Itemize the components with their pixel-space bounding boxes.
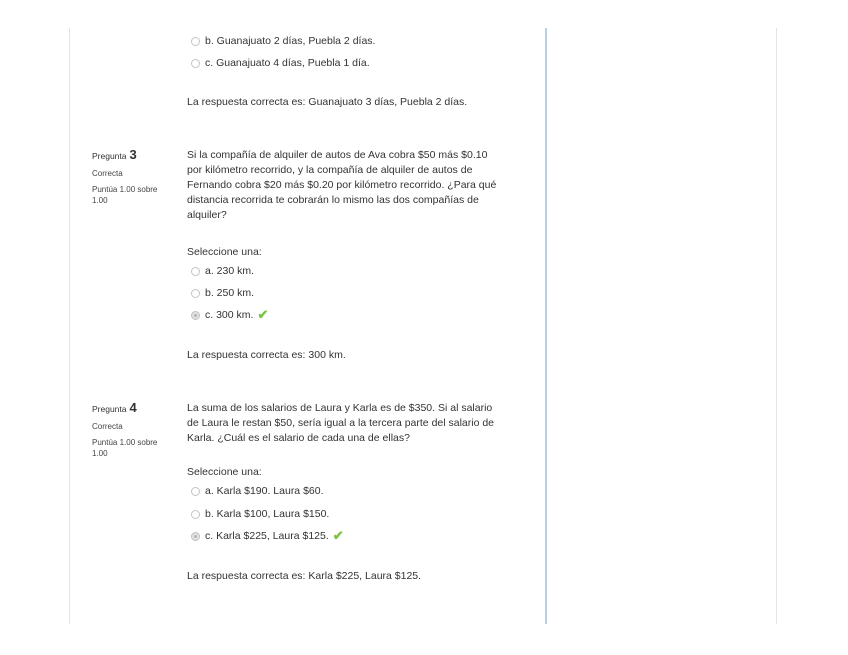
q3-option-c-label: c. 300 km. [205,309,254,321]
q4-option-b[interactable] [191,507,329,521]
q2-correct-answer: La respuesta correcta es: Guanajuato 3 días, Puebla 2 días. [187,96,468,108]
column-divider [545,28,547,624]
q3-option-b-label: b. 250 km. [205,287,255,299]
q3-info [92,146,170,206]
q4-correct-answer: La respuesta correcta es: Karla $225, Laura $125. [187,570,422,582]
q4-text-line: La suma de los salarios de Laura y Karla es de $350. Si al salario [187,402,493,414]
q3-text-line: por kilómetro recorrido, y la compañía de alquiler de autos de [187,164,473,176]
q3-correct-answer: La respuesta correcta es: 300 km. [187,349,346,361]
q3-status: Correcta [92,169,123,178]
q3-number: 3 [129,147,137,162]
q4-text-line: de Laura le restan $50, sería igual a la tercera parte del salario de [187,417,495,429]
check-icon: ✔ [257,307,269,322]
radio-button[interactable] [191,267,200,276]
radio-button[interactable] [191,59,200,68]
q4-status: Correcta [92,422,123,431]
radio-button-selected[interactable] [191,532,200,541]
radio-button[interactable] [191,487,200,496]
content-right-border [776,28,777,624]
q4-label: Pregunta [92,404,127,414]
q2-option-b[interactable] [191,34,375,48]
q4-score: Puntúa 1.00 sobre 1.00 [92,438,158,458]
q4-option-c[interactable] [191,529,344,543]
radio-button[interactable] [191,510,200,519]
q3-text-line: Fernando cobra $20 más $0.20 por kilómetro recorrido. ¿Para qué [187,179,497,191]
q4-info [92,399,170,459]
q3-label: Pregunta [92,151,127,161]
radio-button[interactable] [191,289,200,298]
q3-heading [92,146,170,164]
q3-text-line: Si la compañía de alquiler de autos de Ava cobra $50 más $0.10 [187,149,488,161]
q2-option-c-label: c. Guanajuato 4 días, Puebla 1 día. [205,57,370,69]
q3-question-text [187,148,532,223]
q2-option-c[interactable] [191,56,370,70]
q3-option-c[interactable] [191,308,268,322]
q4-option-a[interactable] [191,484,324,498]
q4-option-c-label: c. Karla $225, Laura $125. [205,530,329,542]
q3-option-a-label: a. 230 km. [205,265,255,277]
q4-prompt: Seleccione una: [187,466,262,478]
content-left-border [69,28,70,624]
check-icon: ✔ [332,528,344,543]
q4-heading [92,399,170,417]
q4-option-a-label: a. Karla $190. Laura $60. [205,485,324,497]
radio-button[interactable] [191,37,200,46]
q3-score: Puntúa 1.00 sobre 1.00 [92,185,158,205]
q4-option-b-label: b. Karla $100, Laura $150. [205,508,330,520]
q3-prompt: Seleccione una: [187,246,262,258]
q4-text-line: Karla. ¿Cuál es el salario de cada una de ellas? [187,432,410,444]
q4-question-text [187,401,532,446]
q3-text-line: alquiler? [187,209,227,221]
q3-option-b[interactable] [191,286,254,300]
q3-text-line: distancia recorrida te cobrarán lo mismo las dos compañías de [187,194,479,206]
q2-option-b-label: b. Guanajuato 2 días, Puebla 2 días. [205,35,376,47]
q4-number: 4 [129,400,137,415]
q3-option-a[interactable] [191,264,254,278]
radio-button-selected[interactable] [191,311,200,320]
